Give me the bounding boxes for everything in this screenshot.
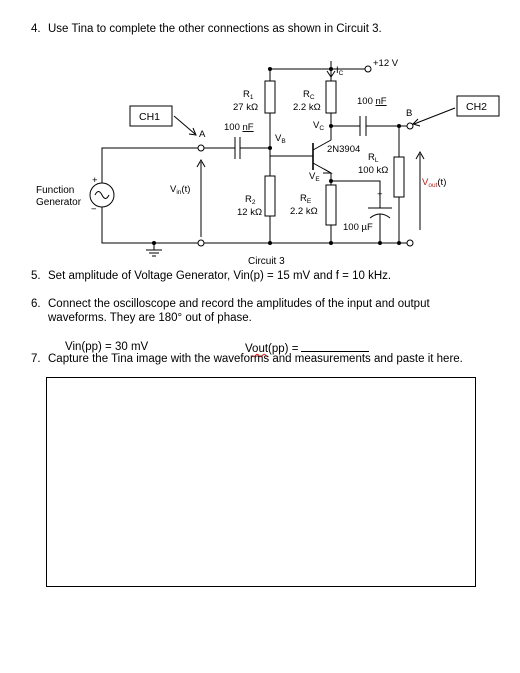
generator-minus: − (91, 204, 97, 215)
rc-value: 2.2 kΩ (293, 102, 321, 113)
cout-value: 100 nF (357, 96, 387, 107)
vb-label: $V_B$ (275, 133, 286, 145)
r2-name: $R_2$ (245, 194, 256, 206)
rc-name: $R_C$ (303, 89, 315, 101)
re-name: $R_E$ (300, 193, 312, 205)
vout-pp-suffix: (pp) = (268, 343, 299, 355)
vout-label: $V_{out}(t)$ (422, 177, 447, 189)
vin-pp-value: Vin(pp) = 30 mV (65, 341, 149, 353)
question-5 (31, 270, 501, 286)
supply-label: +12 V (373, 58, 399, 69)
generator-plus: + (92, 175, 98, 186)
rl-name: $R_L$ (368, 152, 379, 164)
node-a-label: A (199, 129, 206, 140)
vc-label: $V_C$ (313, 120, 325, 132)
ve-label: $V_E$ (309, 171, 320, 183)
question-5-number: 5. (31, 270, 41, 282)
vout-pp-blank[interactable] (301, 341, 369, 352)
r1-value: 27 kΩ (233, 102, 259, 113)
circuit-3-schematic (0, 0, 520, 270)
cin-value: 100 nF (224, 122, 254, 133)
transistor-label: 2N3904 (327, 144, 361, 155)
question-5-text: Set amplitude of Voltage Generator, Vin(p) = 15 mV and f = 10 kHz. (48, 270, 392, 282)
ch1-label: CH1 (139, 111, 161, 123)
r2-value: 12 kΩ (237, 207, 263, 218)
generator-label-line2: Generator (36, 197, 82, 208)
r1-name: $R_1$ (243, 89, 254, 101)
rl-value: 100 kΩ (358, 165, 389, 176)
question-6-number: 6. (31, 298, 41, 310)
question-6 (31, 298, 501, 330)
measurement-line (65, 341, 148, 353)
ce-plus: + (377, 189, 383, 200)
question-7-number: 7. (31, 353, 41, 365)
question-6-line2: waveforms. They are 180° out of phase. (48, 312, 252, 324)
vout-pp-squiggle: out (252, 343, 269, 355)
capture-paste-box[interactable] (46, 377, 476, 587)
question-6-line1: Connect the oscilloscope and record the amplitudes of the input and output (48, 298, 430, 310)
question-4-number: 4. (31, 23, 41, 35)
question-7 (31, 353, 511, 369)
circuit-caption: Circuit 3 (248, 256, 285, 267)
ch2-label: CH2 (466, 101, 488, 113)
generator-label-line1: Function (36, 185, 75, 196)
ic-label: $I_C$ (336, 65, 344, 77)
question-7-text: Capture the Tina image with the waveforms and measurements and paste it here. (48, 353, 463, 365)
re-value: 2.2 kΩ (290, 206, 318, 217)
node-b-label: B (406, 108, 413, 119)
question-4-text: Use Tina to complete the other connections as shown in Circuit 3. (48, 23, 382, 35)
ce-value: 100 µF (343, 222, 373, 233)
vin-label: $V_{in}(t)$ (170, 184, 191, 196)
vout-pp-prefix: V (245, 343, 253, 355)
